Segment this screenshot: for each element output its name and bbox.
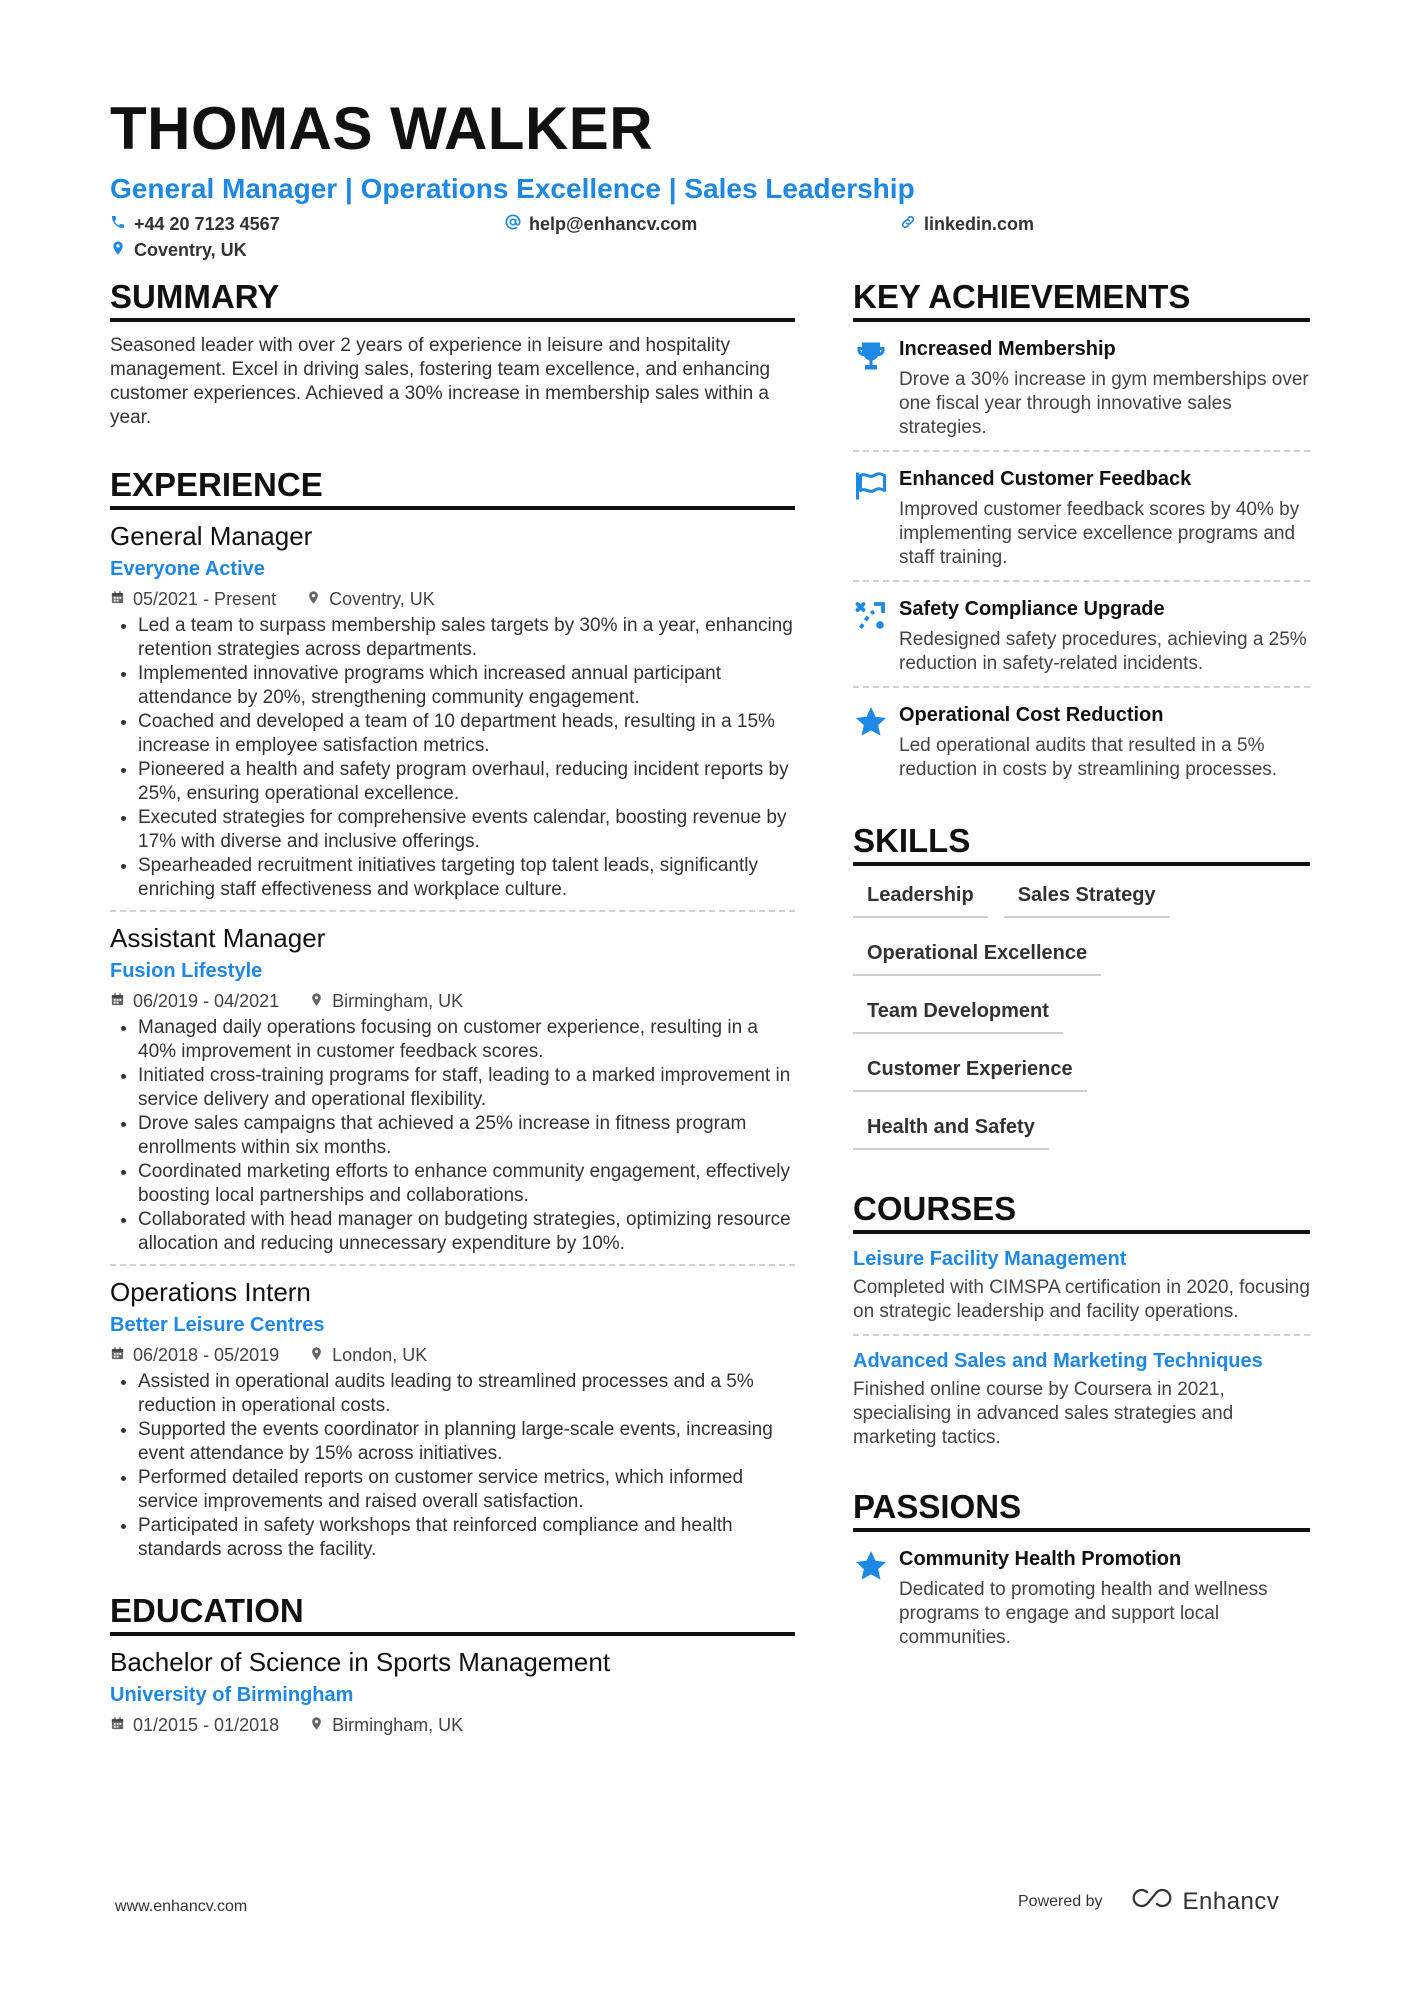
education-section: [110, 1592, 795, 1736]
brand-logo[interactable]: [1129, 1886, 1280, 1917]
achievement-item: [853, 688, 1310, 792]
candidate-name: THOMAS WALKER: [110, 95, 654, 162]
passion-desc: Dedicated to promoting health and wellness programs to engage and support local communities.: [899, 1578, 1268, 1648]
left-column: [110, 278, 795, 1772]
bullet-item: • Initiated cross-training programs for staff, leading to a marked improvement in service delivery and operational flexibility.: [138, 1064, 795, 1112]
job-entry: [110, 1276, 795, 1570]
job-bullets: [110, 1016, 795, 1256]
skills-heading: SKILLS: [853, 822, 1310, 866]
contact-email[interactable]: [505, 214, 697, 235]
achievement-title: Enhanced Customer Feedback: [899, 467, 1192, 490]
bullet-item: • Assisted in operational audits leading to streamlined processes and a 5% reduction in operational costs.: [138, 1370, 795, 1418]
location-text: Coventry, UK: [329, 588, 435, 609]
courses-heading: COURSES: [853, 1190, 1310, 1234]
location-text: Coventry, UK: [134, 239, 247, 260]
passions-section: [853, 1488, 1310, 1660]
skills-section: [853, 822, 1310, 1168]
location-pin-icon: [309, 1344, 324, 1366]
bullet-item: • Coordinated marketing efforts to enhance community engagement, effectively boosting local partnerships and collaborations.: [138, 1160, 795, 1208]
footer-branding: [1018, 1886, 1279, 1917]
course-title: Leisure Facility Management: [853, 1247, 1127, 1270]
link-icon: [900, 214, 916, 235]
phone-text: +44 20 7123 4567: [134, 213, 280, 234]
passion-item: [853, 1532, 1310, 1660]
dates-text: 06/2019 - 04/2021: [133, 990, 280, 1011]
achievements-heading: KEY ACHIEVEMENTS: [853, 278, 1310, 322]
achievement-desc: Redesigned safety procedures, achieving a 25% reduction in safety-related incidents.: [899, 628, 1307, 674]
job-meta: [110, 990, 795, 1012]
dates-text: 06/2018 - 05/2019: [133, 1344, 280, 1365]
achievement-desc: Improved customer feedback scores by 40% by implementing service excellence programs and staff training.: [899, 498, 1300, 568]
job-dates: [110, 990, 279, 1012]
dates-text: 01/2015 - 01/2018: [133, 1714, 280, 1735]
flag-icon: [853, 466, 899, 570]
location-text: Birmingham, UK: [332, 990, 464, 1011]
passion-title: Community Health Promotion: [899, 1547, 1182, 1570]
bullet-item: • Supported the events coordinator in planning large-scale events, increasing event attendance by 15% across initiatives.: [138, 1418, 795, 1466]
strategy-icon: [853, 596, 899, 676]
location-text: Birmingham, UK: [332, 1714, 464, 1735]
job-location: [309, 1344, 427, 1366]
bullet-item: • Performed detailed reports on customer service metrics, which informed service improvements and raised overall satisfaction.: [138, 1466, 795, 1514]
phone-icon: [110, 214, 126, 235]
location-pin-icon: [309, 1714, 324, 1736]
job-title: Assistant Manager: [110, 922, 326, 953]
location-pin-icon: [110, 240, 126, 261]
bullet-item: • Participated in safety workshops that reinforced compliance and health standards across the facility.: [138, 1514, 795, 1562]
education-heading: EDUCATION: [110, 1592, 795, 1636]
powered-by-text: Powered by: [1018, 1892, 1103, 1910]
skill-tag: Leadership: [853, 878, 988, 918]
enhancv-logo-icon: [1129, 1886, 1175, 1917]
skill-tag: Team Development: [853, 994, 1063, 1034]
company-name: Everyone Active: [110, 557, 265, 580]
summary-section: [110, 278, 795, 430]
job-location: [309, 990, 463, 1012]
contact-location: [110, 240, 247, 261]
course-desc: Completed with CIMSPA certification in 2020, focusing on strategic leadership and facility operations.: [853, 1276, 1310, 1322]
course-item: [853, 1336, 1310, 1460]
job-meta: [110, 1344, 795, 1366]
job-title: Operations Intern: [110, 1276, 311, 1307]
company-name: Fusion Lifestyle: [110, 959, 263, 982]
job-title: General Manager: [110, 520, 313, 551]
skill-tag: Customer Experience: [853, 1052, 1087, 1092]
achievement-item: [853, 452, 1310, 582]
experience-section: [110, 466, 795, 1570]
skill-tag: Operational Excellence: [853, 936, 1101, 976]
bullet-item: • Implemented innovative programs which increased annual participant attendance by 20%, strengthening community engagement.: [138, 662, 795, 710]
achievement-item: [853, 322, 1310, 452]
company-name: Better Leisure Centres: [110, 1313, 325, 1336]
footer-website[interactable]: www.enhancv.com: [115, 1898, 248, 1915]
location-pin-icon: [309, 990, 324, 1012]
bullet-item: • Managed daily operations focusing on customer experience, resulting in a 40% improvement in customer feedback scores.: [138, 1016, 795, 1064]
achievement-item: [853, 582, 1310, 688]
bullet-item: • Pioneered a health and safety program overhaul, reducing incident reports by 25%, ensuring operational excellence.: [138, 758, 795, 806]
education-meta: [110, 1714, 795, 1736]
calendar-icon: [110, 1714, 125, 1736]
location-text: London, UK: [332, 1344, 428, 1365]
bullet-item: • Coached and developed a team of 10 department heads, resulting in a 15% increase in employee satisfaction metrics.: [138, 710, 795, 758]
job-location: [306, 588, 435, 610]
skill-tag: Sales Strategy: [1004, 878, 1170, 918]
bullet-item: • Drove sales campaigns that achieved a 25% increase in fitness program enrollments within six months.: [138, 1112, 795, 1160]
achievement-title: Operational Cost Reduction: [899, 703, 1164, 726]
courses-section: [853, 1190, 1310, 1460]
job-entry: [110, 520, 795, 912]
skill-tag: Health and Safety: [853, 1110, 1049, 1150]
degree-title: Bachelor of Science in Sports Management: [110, 1646, 611, 1677]
school-name: University of Birmingham: [110, 1683, 354, 1706]
achievement-title: Increased Membership: [899, 337, 1116, 360]
right-column: [853, 278, 1310, 1696]
bullet-item: • Spearheaded recruitment initiatives targeting top talent leads, significantly enriching staff effectiveness and workplace culture.: [138, 854, 795, 902]
calendar-icon: [110, 588, 125, 610]
trophy-icon: [853, 336, 899, 440]
calendar-icon: [110, 1344, 125, 1366]
course-item: [853, 1234, 1310, 1336]
passions-heading: PASSIONS: [853, 1488, 1310, 1532]
bullet-item: • Executed strategies for comprehensive events calendar, boosting revenue by 17% with diverse and inclusive offerings.: [138, 806, 795, 854]
brand-name: Enhancv: [1182, 1887, 1280, 1915]
calendar-icon: [110, 990, 125, 1012]
skills-list: [853, 878, 1310, 1168]
job-dates: [110, 1344, 279, 1366]
linkedin-text: linkedin.com: [924, 213, 1035, 234]
achievements-section: [853, 278, 1310, 792]
bullet-item: • Led a team to surpass membership sales targets by 30% in a year, enhancing retention strategies across departments.: [138, 614, 795, 662]
contact-info: [110, 214, 1310, 274]
job-meta: [110, 588, 795, 610]
course-desc: Finished online course by Coursera in 2021, specialising in advanced sales strategies and marketing tactics.: [853, 1378, 1234, 1448]
candidate-title: General Manager | Operations Excellence | Sales Leadership: [110, 173, 915, 204]
star-icon: [853, 1546, 899, 1650]
email-text: help@enhancv.com: [529, 213, 698, 234]
location-pin-icon: [306, 588, 321, 610]
education-location: [309, 1714, 463, 1736]
contact-phone: [110, 214, 280, 235]
at-icon: [505, 214, 521, 235]
experience-heading: EXPERIENCE: [110, 466, 795, 510]
resume-header: [110, 96, 1310, 274]
bullet-item: • Collaborated with head manager on budgeting strategies, optimizing resource allocation and reducing unnecessary expenditure by 10%.: [138, 1208, 795, 1256]
achievement-title: Safety Compliance Upgrade: [899, 597, 1165, 620]
dates-text: 05/2021 - Present: [133, 588, 277, 609]
achievement-desc: Led operational audits that resulted in a 5% reduction in costs by streamlining processes.: [899, 734, 1278, 780]
star-icon: [853, 702, 899, 782]
course-title: Advanced Sales and Marketing Techniques: [853, 1349, 1263, 1372]
job-dates: [110, 588, 276, 610]
contact-linkedin[interactable]: [900, 214, 1034, 235]
summary-text: Seasoned leader with over 2 years of experience in leisure and hospitality management. Excel in driving sales, fostering team excellence, and enhancing customer experiences. Achieved a 30% increase in membership sales within a year.: [110, 334, 771, 428]
job-bullets: [110, 1370, 795, 1562]
summary-heading: SUMMARY: [110, 278, 795, 322]
education-dates: [110, 1714, 279, 1736]
job-entry: [110, 922, 795, 1266]
job-bullets: [110, 614, 795, 902]
achievement-desc: Drove a 30% increase in gym memberships over one fiscal year through innovative sales strategies.: [899, 368, 1309, 438]
